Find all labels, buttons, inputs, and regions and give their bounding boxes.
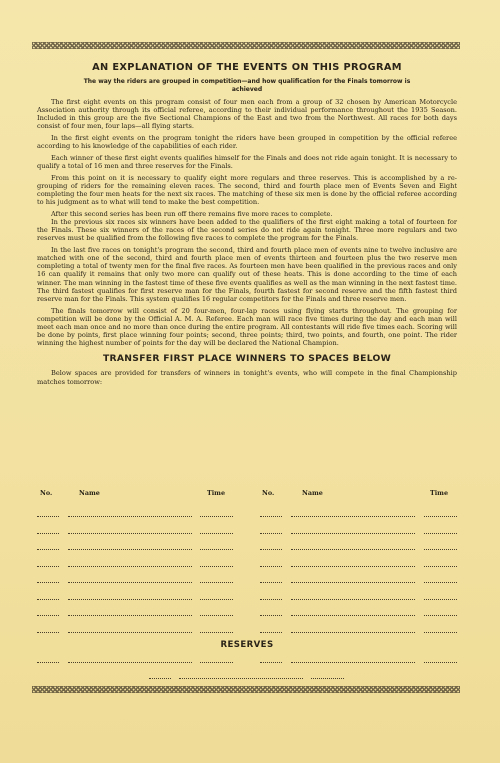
name-blank[interactable] <box>291 662 415 663</box>
name-blank[interactable] <box>291 533 415 534</box>
no-blank[interactable] <box>37 533 59 534</box>
no-blank[interactable] <box>37 662 59 663</box>
time-blank[interactable] <box>311 678 344 679</box>
time-blank[interactable] <box>424 516 457 517</box>
no-blank[interactable] <box>37 566 59 567</box>
time-blank[interactable] <box>424 549 457 550</box>
time-blank[interactable] <box>424 566 457 567</box>
transfer-intro: Below spaces are provided for transfers of winners in tonight's events, who will compete in the final Championship matches tomorrow: <box>37 369 457 386</box>
name-blank[interactable] <box>291 516 415 517</box>
transfer-row <box>37 510 457 527</box>
time-blank[interactable] <box>200 615 233 616</box>
name-blank[interactable] <box>291 615 415 616</box>
name-blank[interactable] <box>68 615 192 616</box>
page-title: AN EXPLANATION OF THE EVENTS ON THIS PROGRAM <box>92 62 402 73</box>
no-blank[interactable] <box>37 516 59 517</box>
transfer-row <box>37 560 457 577</box>
column-header-name: Name <box>302 489 323 497</box>
paragraph: In the first eight events on the program tonight the riders have been grouped in competition by the official referee according to his knowledge of the capabilities of each rider. <box>37 134 457 151</box>
time-blank[interactable] <box>200 566 233 567</box>
time-blank[interactable] <box>424 615 457 616</box>
transfer-row <box>37 609 457 626</box>
no-blank[interactable] <box>260 599 282 600</box>
transfer-section-title: TRANSFER FIRST PLACE WINNERS TO SPACES BELOW <box>102 353 392 365</box>
no-blank[interactable] <box>149 678 171 679</box>
column-header-name: Name <box>79 489 100 497</box>
explanation-section <box>37 62 457 389</box>
no-blank[interactable] <box>260 615 282 616</box>
paragraph: The first eight events on this program consist of four men each from a group of 32 chosen by American Motorcycle Association authority through its official referee, according to their individual performance throughout the 1935 Season. Included in this group are the five Sectional Champions of the East and two from the Northwest. All races for both days consist of four men, four laps—all flying starts. <box>37 98 457 131</box>
no-blank[interactable] <box>260 549 282 550</box>
name-blank[interactable] <box>179 678 303 679</box>
paragraph: The finals tomorrow will consist of 20 four-men, four-lap races using flying starts throughout. The grouping for competition will be done by the Official A. M. A. Referee. Each man will race five times during the day and each man will meet each man once and no more than once during the entire program. All contestants will ride five times each. Scoring will be done by points, first place winning four points; second, three points; third, two points, and fourth, one point. The rider winning the highest number of points for the day will be declared the National Champion. <box>37 306 457 348</box>
paragraph: In the previous six races six winners have been added to the qualifiers of the first eight making a total of fourteen for the Finals. These six winners of the races of the second series do not ride again tonight. Three more regulars and two reserves must be qualified from the following five races to complete the program for the Finals. <box>37 218 457 243</box>
column-header-no: No. <box>262 489 275 497</box>
time-blank[interactable] <box>424 632 457 633</box>
paragraph: After this second series has been run off there remains five more races to complete. <box>51 209 333 218</box>
top-decorative-border <box>32 42 460 49</box>
no-blank[interactable] <box>37 632 59 633</box>
time-blank[interactable] <box>200 662 233 663</box>
reserve-row <box>37 656 457 664</box>
name-blank[interactable] <box>68 549 192 550</box>
paragraph: In the last five races on tonight's program the second, third and fourth place men of events nine to twelve inclusive are matched with one of the second, third and fourth place men of events thirteen and fourteen plus the two reserve men completing a total of twenty men for the final five races. As fourteen men have been qualified in the previous races and only 16 can qualify it remains that only two more can qualify out of these heats. This is done according to the time of each winner. The man winning in the fastest time of these five events qualifies as well as the man winning in the next fastest time. The third fastest qualifies for first reserve man for the Finals, fourth fastest for second reserve and the fifth fastest third reserve man for the Finals. This system qualifies 16 regular competitors for the Finals and three reserve men. <box>37 246 457 303</box>
transfer-row <box>37 527 457 544</box>
name-blank[interactable] <box>68 566 192 567</box>
transfer-row <box>37 593 457 610</box>
name-blank[interactable] <box>291 599 415 600</box>
time-blank[interactable] <box>200 549 233 550</box>
reserve-row <box>37 672 457 680</box>
reserves-title: RESERVES <box>220 640 274 650</box>
time-blank[interactable] <box>200 516 233 517</box>
paragraph: From this point on it is necessary to qualify eight more regulars and three reserves. This is accomplished by a re-grouping of riders for the remaining eleven races. The second, third and fourth place men of Events Seven and Eight completing the four men heats for the next six races. The matching of these six men is done by the official referee according to his judgment as to what will tend to make the best competition. <box>37 173 457 207</box>
time-blank[interactable] <box>424 662 457 663</box>
name-blank[interactable] <box>68 533 192 534</box>
no-blank[interactable] <box>37 599 59 600</box>
column-header-no: No. <box>40 489 53 497</box>
transfer-row <box>37 543 457 560</box>
time-blank[interactable] <box>424 533 457 534</box>
no-blank[interactable] <box>260 582 282 583</box>
time-blank[interactable] <box>200 632 233 633</box>
page-subtitle: The way the riders are grouped in competition—and how qualification for the Finals tomorrow is achieved <box>83 78 411 93</box>
name-blank[interactable] <box>68 632 192 633</box>
name-blank[interactable] <box>68 599 192 600</box>
no-blank[interactable] <box>37 549 59 550</box>
name-blank[interactable] <box>68 516 192 517</box>
transfer-rows <box>37 510 457 642</box>
no-blank[interactable] <box>260 533 282 534</box>
column-header-time: Time <box>430 489 449 497</box>
time-blank[interactable] <box>200 599 233 600</box>
name-blank[interactable] <box>291 632 415 633</box>
no-blank[interactable] <box>260 632 282 633</box>
no-blank[interactable] <box>260 516 282 517</box>
time-blank[interactable] <box>200 533 233 534</box>
no-blank[interactable] <box>260 566 282 567</box>
no-blank[interactable] <box>37 615 59 616</box>
no-blank[interactable] <box>37 582 59 583</box>
paragraph: Each winner of these first eight events qualifies himself for the Finals and does not ride again tonight. It is necessary to qualify a total of 16 men and three reserves for the Finals. <box>37 153 457 171</box>
time-blank[interactable] <box>200 582 233 583</box>
name-blank[interactable] <box>291 549 415 550</box>
name-blank[interactable] <box>291 566 415 567</box>
name-blank[interactable] <box>291 582 415 583</box>
no-blank[interactable] <box>260 662 282 663</box>
name-blank[interactable] <box>68 582 192 583</box>
transfer-row <box>37 576 457 593</box>
transfer-table-header <box>37 489 457 499</box>
time-blank[interactable] <box>424 582 457 583</box>
column-header-time: Time <box>207 489 226 497</box>
bottom-decorative-border <box>32 686 460 693</box>
name-blank[interactable] <box>68 662 192 663</box>
time-blank[interactable] <box>424 599 457 600</box>
